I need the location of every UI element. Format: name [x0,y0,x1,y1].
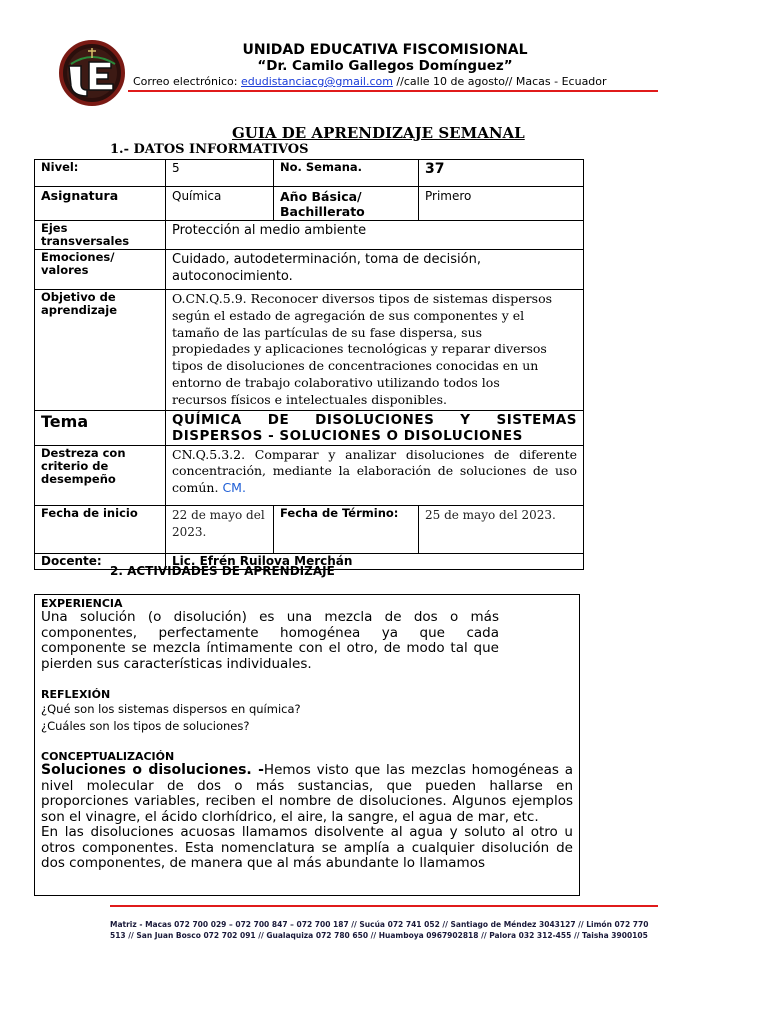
reflexion-question-1: ¿Qué son los sistemas dispersos en química? [41,702,301,716]
semana-label: No. Semana. [274,160,419,187]
reflexion-heading: REFLEXIÓN [41,688,111,701]
objetivo-value: O.CN.Q.5.9. Reconocer diversos tipos de sistemas dispersos según el estado de agregación de sus componentes y el tamaño de las partículas de su fase dispersa, sus propiedades y aplicaciones tecnológicas y reparar diversos tipos de disoluciones de concentraciones conocidas en un entorno de trabajo colaborativo utilizando todos los recursos físicos e intelectuales disponibles. [166,290,584,411]
destreza-value: CN.Q.5.3.2. Comparar y analizar disoluciones de diferente concentración, mediante la elaboración de soluciones de uso común. [172,446,577,496]
destreza-cell [166,445,584,505]
fecha-termino-label: Fecha de Término: [274,505,419,553]
row-objetivo [35,290,584,411]
ejes-value: Protección al medio ambiente [166,221,584,250]
emociones-value: Cuidado, autodeterminación, toma de decisión, autoconocimiento. [166,250,584,290]
asignatura-label: Asignatura [35,187,166,221]
row-tema [35,410,584,445]
anio-label-line2: Bachillerato [280,204,365,219]
concept-paragraph-1 [41,763,573,825]
row-emociones [35,250,584,290]
institution-name: UNIDAD EDUCATIVA FISCOMISIONAL [242,42,528,58]
contact-prefix: Correo electrónico: [133,75,241,88]
row-destreza [35,445,584,505]
header-rule [128,90,658,92]
conceptualizacion-heading: CONCEPTUALIZACIÓN [41,750,175,763]
fecha-inicio-label: Fecha de inicio [35,505,166,553]
section2-title: 2. ACTIVIDADES DE APRENDIZAJE [110,564,335,578]
row-nivel [35,160,584,187]
row-asignatura [35,187,584,221]
institution-subtitle: “Dr. Camilo Gallegos Domínguez” [257,58,513,74]
footer-contacts: Matriz - Macas 072 700 029 – 072 700 847 – 072 700 187 // Sucúa 072 741 052 // Santiago de Méndez 3043127 // Limón 072 770 513 // San Juan Bosco 072 702 091 // Gualaquiza 072 780 650 // Huamboya 0967902818 // Palora 032 312-455 // Taisha 3900105 [110,920,649,940]
row-fechas [35,505,584,553]
destreza-code: CM. [222,480,246,496]
guide-title: GUIA DE APRENDIZAJE SEMANAL [232,124,525,142]
anio-label-line1: Año Básica/ [280,189,362,204]
reflexion-question-2: ¿Cuáles son los tipos de soluciones? [41,719,250,733]
experiencia-heading: EXPERIENCIA [41,597,123,610]
tema-value: QUÍMICA DE DISOLUCIONES Y SISTEMAS DISPERSOS - SOLUCIONES O DISOLUCIONES [166,410,584,445]
anio-value: Primero [419,187,584,221]
anio-label [274,187,419,221]
school-logo [57,40,127,106]
concept-paragraph-2: En las disoluciones acuosas llamamos disolvente al agua y soluto al otro u otros componentes. Esta nomenclatura se amplía a cualquier disolución de dos componentes, de manera que al más abundante lo llamamos [41,824,573,871]
section1-title: 1.- DATOS INFORMATIVOS [110,142,309,157]
destreza-label: Destreza con criterio de desempeño [35,445,166,505]
info-table [34,159,584,570]
experiencia-text: Una solución (o disolución) es una mezcla de dos o más componentes, perfectamente homogénea ya que cada componente se mezcla íntimamente con el otro, de modo tal que pierden sus características individuales. [41,609,499,672]
docente-label: Docente: [35,553,166,569]
footer-rule [110,905,658,907]
fecha-termino-value: 25 de mayo del 2023. [419,505,584,553]
concept-text: Hemos visto que las mezclas homogéneas a nivel molecular de dos o más sustancias, que pueden hallarse en proporciones variables, reciben el nombre de disoluciones. Algunos ejemplos son el vinagre, el ácido clorhídrico, el aire, la sangre, el agua de mar, etc. [41,762,573,825]
emociones-label: Emociones/ valores [35,250,166,290]
row-ejes [35,221,584,250]
concept-lead: Soluciones o disoluciones. - [41,762,264,778]
objetivo-label: Objetivo de aprendizaje [35,290,166,411]
ejes-label: Ejes transversales [35,221,166,250]
tema-label: Tema [35,410,166,445]
fecha-inicio-value: 22 de mayo del 2023. [166,505,274,553]
nivel-label: Nivel: [35,160,166,187]
contact-line [133,75,693,88]
contact-email-link[interactable]: edudistanciacg@gmail.com [241,75,393,88]
nivel-value: 5 [166,160,274,187]
contact-address: //calle 10 de agosto// Macas - Ecuador [392,75,607,88]
asignatura-value: Química [166,187,274,221]
activities-box [34,594,580,896]
semana-value: 37 [419,160,584,187]
docente-value: Lic. Efrén Ruilova Merchán [166,553,584,569]
